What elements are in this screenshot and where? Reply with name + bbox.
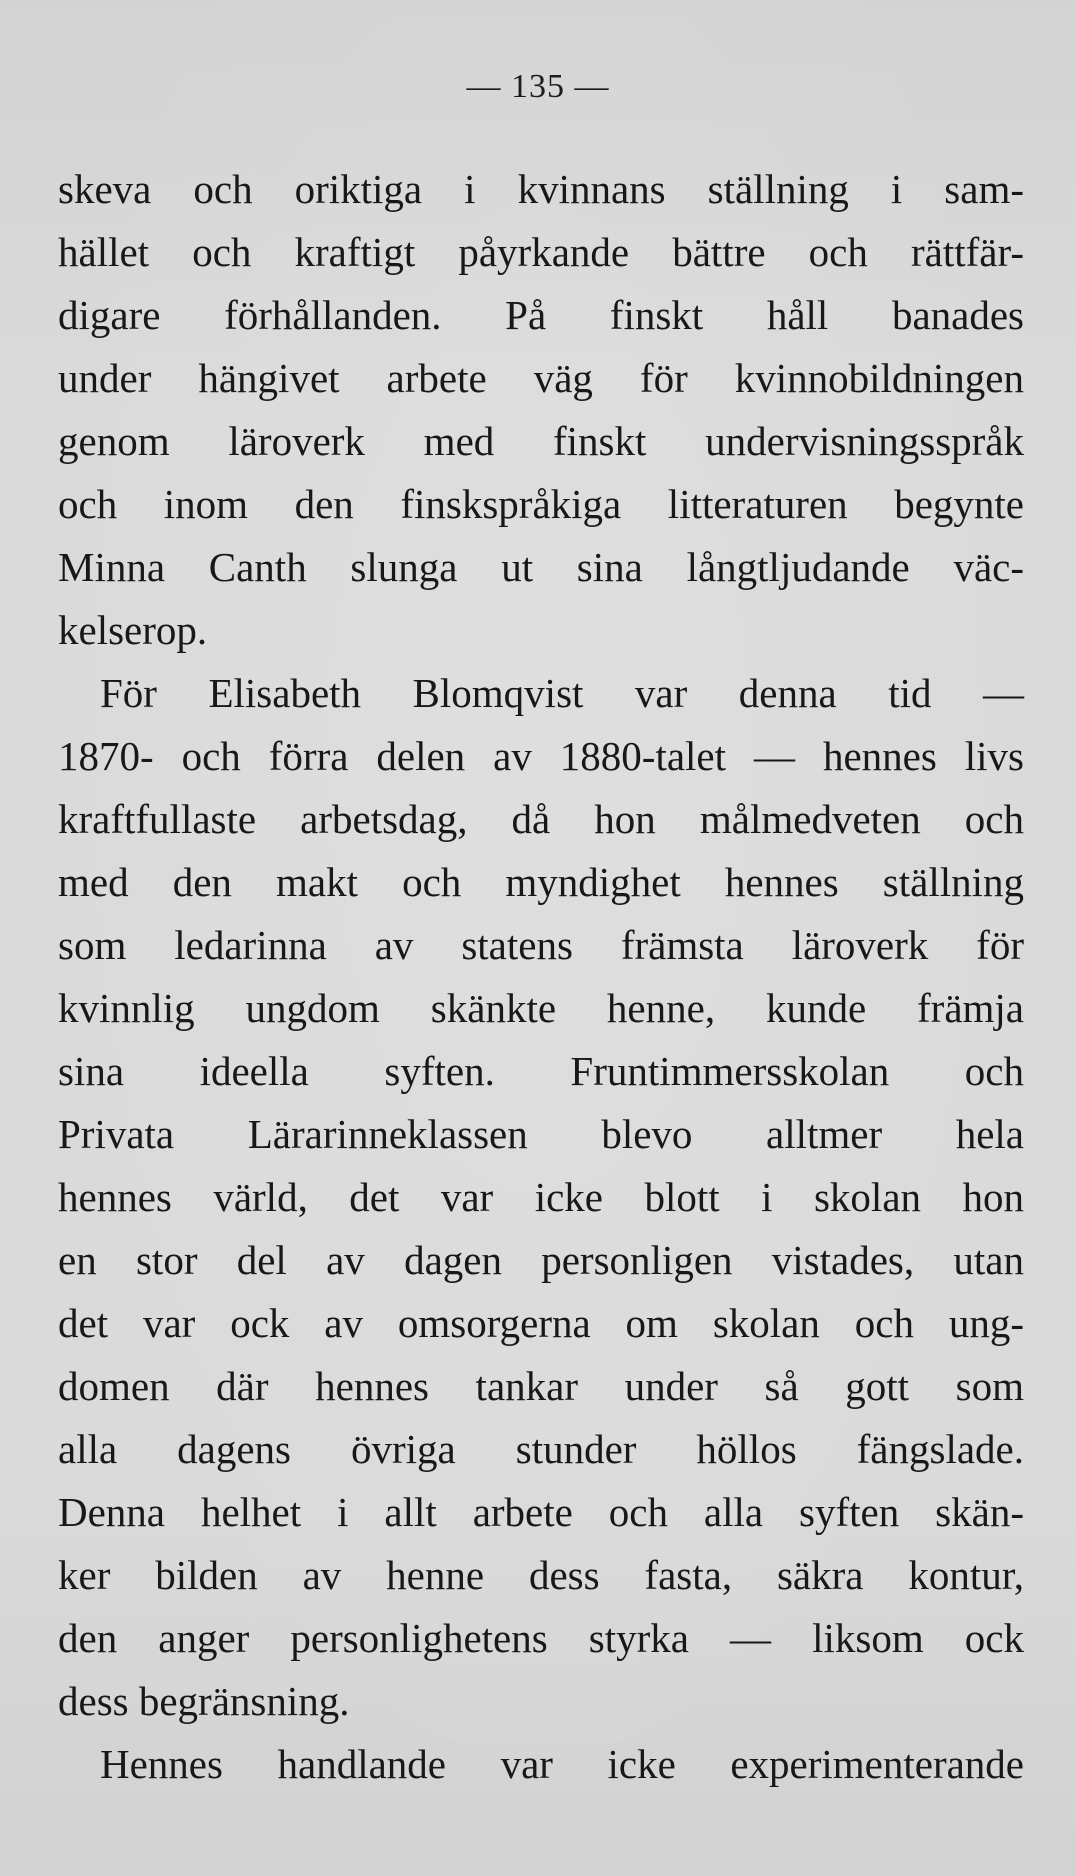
text-line: Hennes handlande var icke experimenterande [100,1741,1024,1787]
text-line: som ledarinna av statens främsta läroverk för [58,922,1024,968]
text-line: med den makt och myndighet hennes ställning [58,859,1024,905]
paragraph-3 [58,1733,1024,1796]
text-line: hennes värld, det var icke blott i skolan hon [58,1174,1024,1220]
text-line: en stor del av dagen personligen vistades, utan [58,1237,1024,1283]
text-line: Minna Canth slunga ut sina långtljudande väc- [58,544,1024,590]
text-line: och inom den finskspråkiga litteraturen begynte [58,481,1024,527]
text-line: hället och kraftigt påyrkande bättre och rättfär- [58,229,1024,275]
paragraph-1 [58,158,1024,662]
text-line: skeva och oriktiga i kvinnans ställning i sam- [58,166,1024,212]
text-line: Privata Lärarinneklassen blevo alltmer hela [58,1111,1024,1157]
text-line: För Elisabeth Blomqvist var denna tid — [100,670,1024,716]
text-line: kelserop. [58,607,208,653]
body-text [58,158,1024,1796]
text-line: kraftfullaste arbetsdag, då hon målmedveten och [58,796,1024,842]
text-line: domen där hennes tankar under så gott som [58,1363,1024,1409]
text-line: dess begränsning. [58,1678,350,1724]
text-line: det var ock av omsorgerna om skolan och ung- [58,1300,1024,1346]
text-line: Denna helhet i allt arbete och alla syften skän- [58,1489,1024,1535]
text-line: genom läroverk med finskt undervisningsspråk [58,418,1024,464]
page-number: — 135 — [466,68,610,105]
text-line: digare förhållanden. På finskt håll banades [58,292,1024,338]
text-line: 1870- och förra delen av 1880-talet — hennes livs [58,733,1024,779]
text-line: under hängivet arbete väg för kvinnobildningen [58,355,1024,401]
text-line: alla dagens övriga stunder höllos fängslade. [58,1426,1024,1472]
text-line: ker bilden av henne dess fasta, säkra kontur, [58,1552,1024,1598]
text-line: kvinnlig ungdom skänkte henne, kunde främja [58,985,1024,1031]
text-line: sina ideella syften. Fruntimmersskolan och [58,1048,1024,1094]
paragraph-2 [58,662,1024,1733]
text-line: den anger personlighetens styrka — liksom ock [58,1615,1024,1661]
